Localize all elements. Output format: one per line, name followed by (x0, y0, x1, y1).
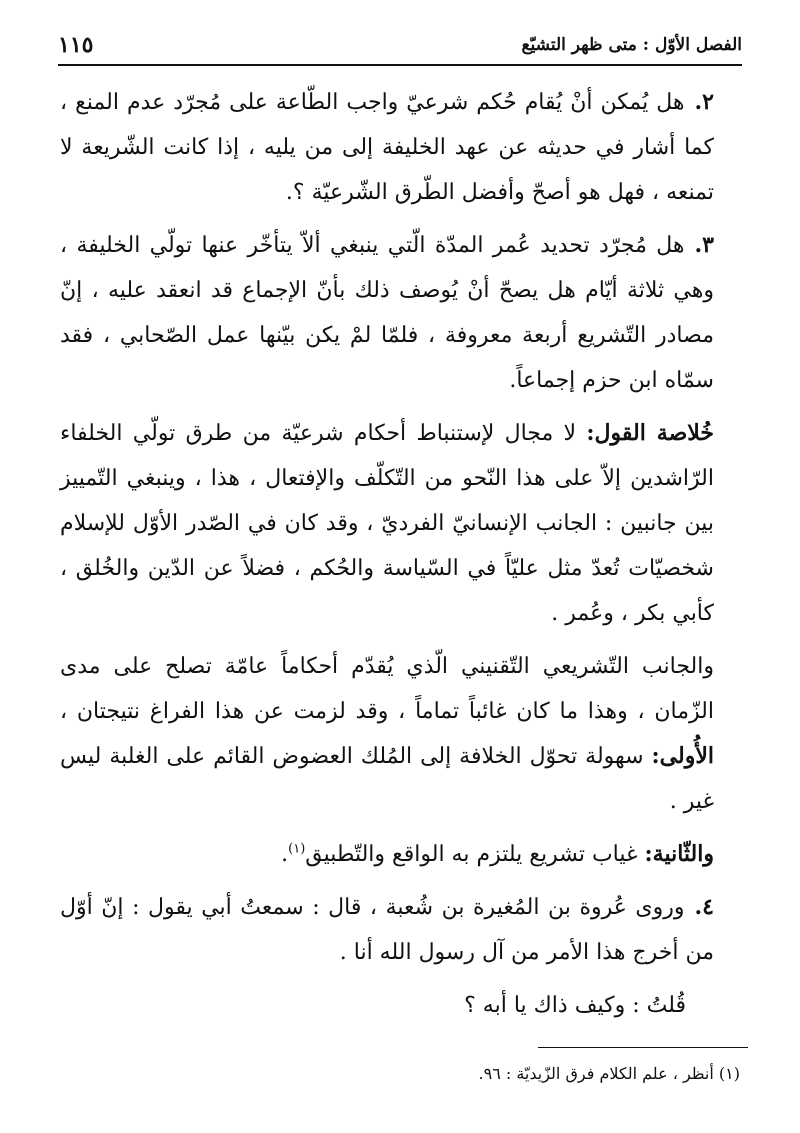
question-paragraph (60, 983, 742, 1028)
main-text (60, 80, 742, 1036)
conclusion-text: لا مجال لإستنباط أحكام شرعيّة من طرق تولّي الخلفاء الرّاشدين إلاّ على هذا النّحو من التّكلّف والإفتعال ، هذا ، وينبغي التّمييز بين جانبين : الجانب الإنسانيّ الفرديّ ، وقد كان في الصّدر الأوّل للإسلام شخصيّات تُعدّ مثل عليّاً في السّياسة والحُكم ، فضلاً عن الدّين والخُلق ، كأبي بكر ، وعُمر . (60, 421, 714, 626)
paragraph-4 (60, 885, 742, 975)
footnote-rule (538, 1047, 748, 1048)
second-result-paragraph (60, 832, 742, 877)
first-result-label: الأُولى: (651, 743, 714, 769)
legislative-text: والجانب التّشريعي التّقنيني الّذي يُقدّم أحكاماً عامّة تصلح على مدى الزّمان ، وهذا ما كان غائباً تماماً ، وقد لزمت عن هذا الفراغ نتيجتان ، (60, 654, 714, 724)
second-result-end: . (281, 842, 289, 867)
first-result-text: سهولة تحوّل الخلافة إلى المُلك العضوض القائم على الغلبة ليس غير . (60, 744, 714, 814)
legislative-paragraph (60, 644, 742, 824)
question-text: قُلتُ : وكيف ذاك يا أبه ؟ (464, 993, 686, 1018)
footnote-marker: (١) (718, 1064, 740, 1083)
footnote (479, 1062, 741, 1086)
paragraph-2 (60, 80, 742, 215)
footnote-reference[interactable]: (١) (288, 841, 306, 857)
item-number-2: ٢. (694, 89, 714, 115)
footnote-text: أنظر ، علم الكلام فرق الزّيديّة : ٩٦. (478, 1064, 714, 1083)
header-rule (58, 64, 742, 66)
running-title: الفصل الأوّل : متى ظهر التشيّع (521, 35, 742, 55)
second-result-label: والثّانية: (644, 841, 714, 867)
second-result-text: غياب تشريع يلتزم به الواقع والتّطبيق (305, 842, 638, 867)
paragraph-2-text: هل يُمكن أنْ يُقام حُكم شرعيّ واجب الطّاعة على مُجرّد عدم المنع ، كما أشار في حديثه عن عهد الخليفة إلى من يليه ، إذا كانت الشّريعة لا تمنعه ، فهل هو أصحّ وأفضل الطّرق الشّرعيّة ؟. (60, 90, 714, 205)
paragraph-3 (60, 223, 742, 403)
conclusion-paragraph (60, 411, 742, 636)
item-number-3: ٣. (694, 232, 714, 258)
page-header (58, 14, 742, 58)
paragraph-3-text: هل مُجرّد تحديد عُمر المدّة الّتي ينبغي ألاّ يتأخّر عنها تولّي الخليفة ، وهي ثلاثة أيّام هل يصحّ أنْ يُوصف ذلك بأنّ الإجماع قد انعقد عليه ، إنّ مصادر التّشريع أربعة معروفة ، فلمّا لمْ يكن بيّنها عمل الصّحابي ، فقد سمّاه ابن حزم إجماعاً. (60, 233, 714, 393)
item-number-4: ٤. (694, 894, 714, 920)
conclusion-label: خُلاصة القول: (586, 420, 714, 446)
paragraph-4-text: وروى عُروة بن المُغيرة بن شُعبة ، قال : سمعتُ أبي يقول : إنّ أوّل من أخرج هذا الأمر من آل رسول الله أنا . (60, 895, 714, 965)
page-number: ١١٥ (58, 32, 94, 58)
